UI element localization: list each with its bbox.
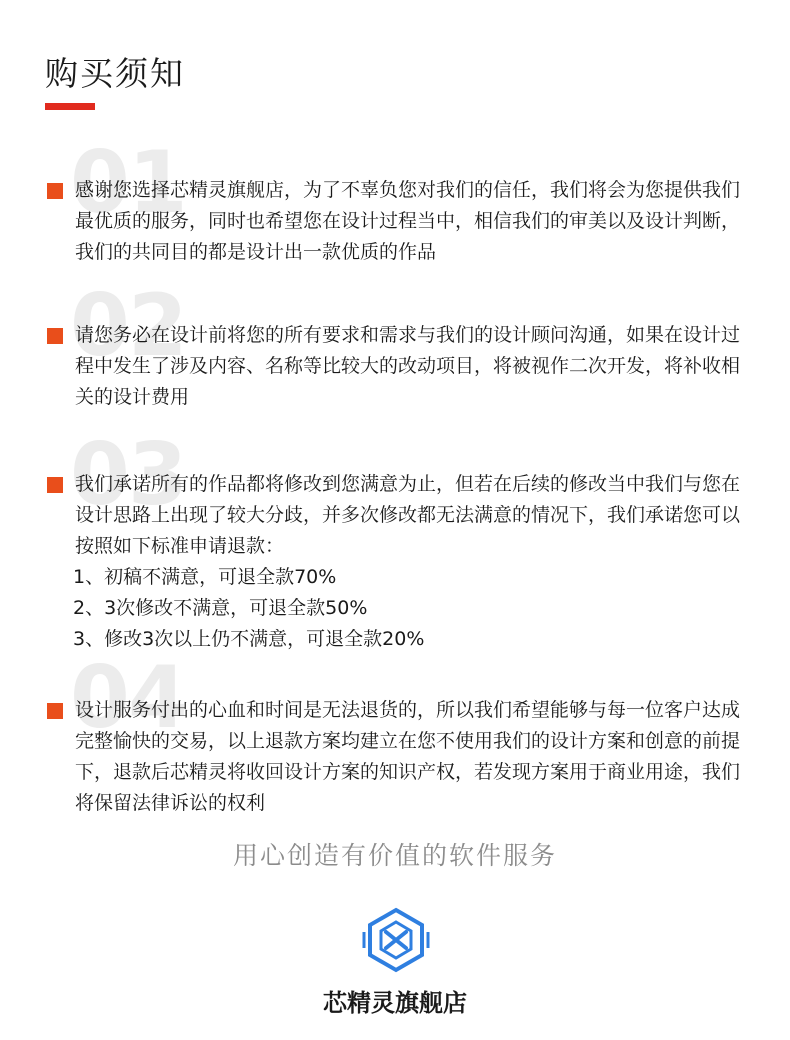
big-number-01: 01: [70, 133, 186, 233]
brand-name: 芯精灵旗舰店: [323, 989, 467, 1017]
section-04-text: 设计服务付出的心血和时间是无法退货的，所以我们希望能够与每一位客户达成完整愉快的交易，以上退款方案均建立在您不使用我们的设计方案和创意的前提下，退款后芯精灵将收回设计方案的知识产权，若发现方案用于商业用途，我们将保留法律诉讼的权利: [75, 699, 741, 814]
slogan: 用心创造有价值的软件服务: [232, 841, 557, 870]
refund-item-2: 2、3次修改不满意，可退全款50%: [73, 597, 368, 619]
title-underline: [45, 103, 95, 110]
bullet-square: [47, 703, 63, 719]
bullet-square: [47, 477, 63, 493]
section-02-text: 请您务必在设计前将您的所有要求和需求与我们的设计顾问沟通，如果在设计过程中发生了涉及内容、名称等比较大的改动项目，将被视作二次开发，将补收相关的设计费用: [75, 324, 741, 408]
hexagon-x-logo-icon: [362, 906, 430, 974]
bullet-square: [47, 183, 63, 199]
page-title: 购买须知: [45, 54, 185, 93]
refund-item-1: 1、初稿不满意，可退全款70%: [73, 566, 337, 588]
section-03-paragraph: 我们承诺所有的作品都将修改到您满意为止，但若在后续的修改当中我们与您在设计思路上出现了较大分歧，并多次修改都无法满意的情况下，我们承诺您可以按照如下标准申请退款：: [75, 473, 741, 557]
bullet-square: [47, 328, 63, 344]
section-03-text: [75, 469, 750, 655]
big-number-03: 03: [70, 425, 186, 525]
refund-item-3: 3、修改3次以上仍不满意，可退全款20%: [73, 628, 425, 650]
section-01-text: 感谢您选择芯精灵旗舰店，为了不辜负您对我们的信任，我们将会为您提供我们最优质的服务，同时也希望您在设计过程当中，相信我们的审美以及设计判断，我们的共同目的都是设计出一款优质的作品: [75, 179, 741, 263]
big-number-04: 04: [70, 648, 186, 748]
big-number-02: 02: [70, 276, 186, 376]
